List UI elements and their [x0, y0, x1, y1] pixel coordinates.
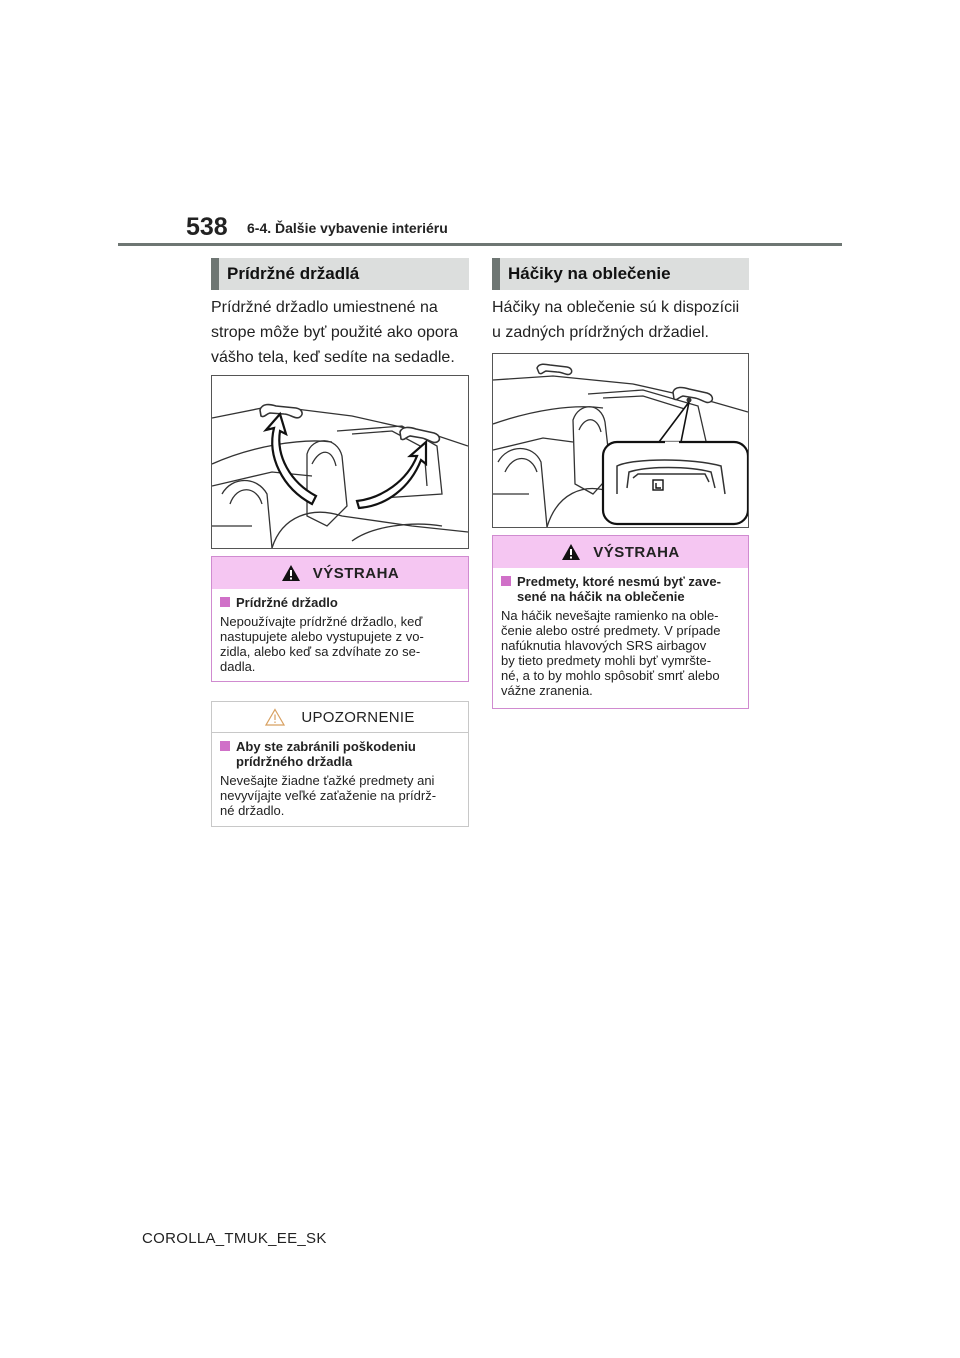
warning-subtitle — [220, 595, 460, 610]
warning-body — [493, 568, 748, 706]
heading-coat-hooks: Háčiky na oblečenie — [492, 258, 749, 290]
warning-triangle-icon — [281, 564, 301, 582]
warning-subtitle-text: Prídržné držadlo — [236, 595, 338, 610]
warning-header — [493, 536, 748, 568]
warning-label: VÝSTRAHA — [312, 564, 400, 582]
header-divider — [118, 243, 842, 246]
coat-hook-illustration — [492, 353, 749, 528]
heading-assist-grips: Prídržné držadlá — [211, 258, 469, 290]
notice-text: Nevešajte žiadne ťažké predmety ani nevyvíjajte veľké zaťaženie na prídrž- né držadlo. — [220, 773, 437, 818]
coat-hooks-paragraph: Háčiky na oblečenie sú k dispozícii u zadných prídržných držadiel. — [492, 299, 740, 341]
caution-triangle-icon — [265, 708, 285, 726]
warning-header — [212, 557, 468, 589]
section-title: 6-4. Ďalšie vybavenie interiéru — [247, 220, 448, 236]
assist-grip-drawing — [212, 376, 468, 548]
notice-subtitle — [220, 739, 460, 769]
page-number: 538 — [186, 213, 228, 241]
coat-hook-drawing — [493, 354, 748, 527]
notice-subtitle-text: Aby ste zabránili poškodeniu prídržného držadla — [236, 739, 416, 769]
notice-label: UPOZORNENIE — [301, 708, 415, 726]
warning-subtitle-text: Predmety, ktoré nesmú byť zave- sené na háčik na oblečenie — [517, 574, 721, 604]
notice-header — [212, 702, 468, 733]
bullet-square-icon — [501, 576, 511, 586]
notice-box-assist-grip — [211, 701, 469, 827]
footer-document-code: COROLLA_TMUK_EE_SK — [142, 1230, 327, 1247]
warning-triangle-icon — [561, 543, 581, 561]
warning-box-coat-hook — [492, 535, 749, 709]
assist-grips-paragraph: Prídržné držadlo umiestnené na strope môže byť použité ako opora vášho tela, keď sedíte na sedadle. — [211, 299, 459, 366]
warning-text: Na háčik nevešajte ramienko na oble- čenie alebo ostré predmety. V prípade nafúknutia hlavových SRS airbagov by tieto predmety mohli byť vymršte- né, a to by mohlo spôsobiť smrť alebo vážne zranenia. — [501, 608, 721, 698]
warning-box-assist-grip — [211, 556, 469, 682]
warning-body — [212, 589, 468, 682]
warning-text: Nepoužívajte prídržné držadlo, keď nastupujete alebo vystupujete z vo- zidla, alebo keď sa zdvíhate zo se- dadla. — [220, 614, 424, 674]
warning-label: VÝSTRAHA — [593, 543, 680, 561]
assist-grip-illustration — [211, 375, 469, 549]
warning-subtitle — [501, 574, 740, 604]
bullet-square-icon — [220, 597, 230, 607]
notice-body — [212, 733, 468, 826]
bullet-square-icon — [220, 741, 230, 751]
